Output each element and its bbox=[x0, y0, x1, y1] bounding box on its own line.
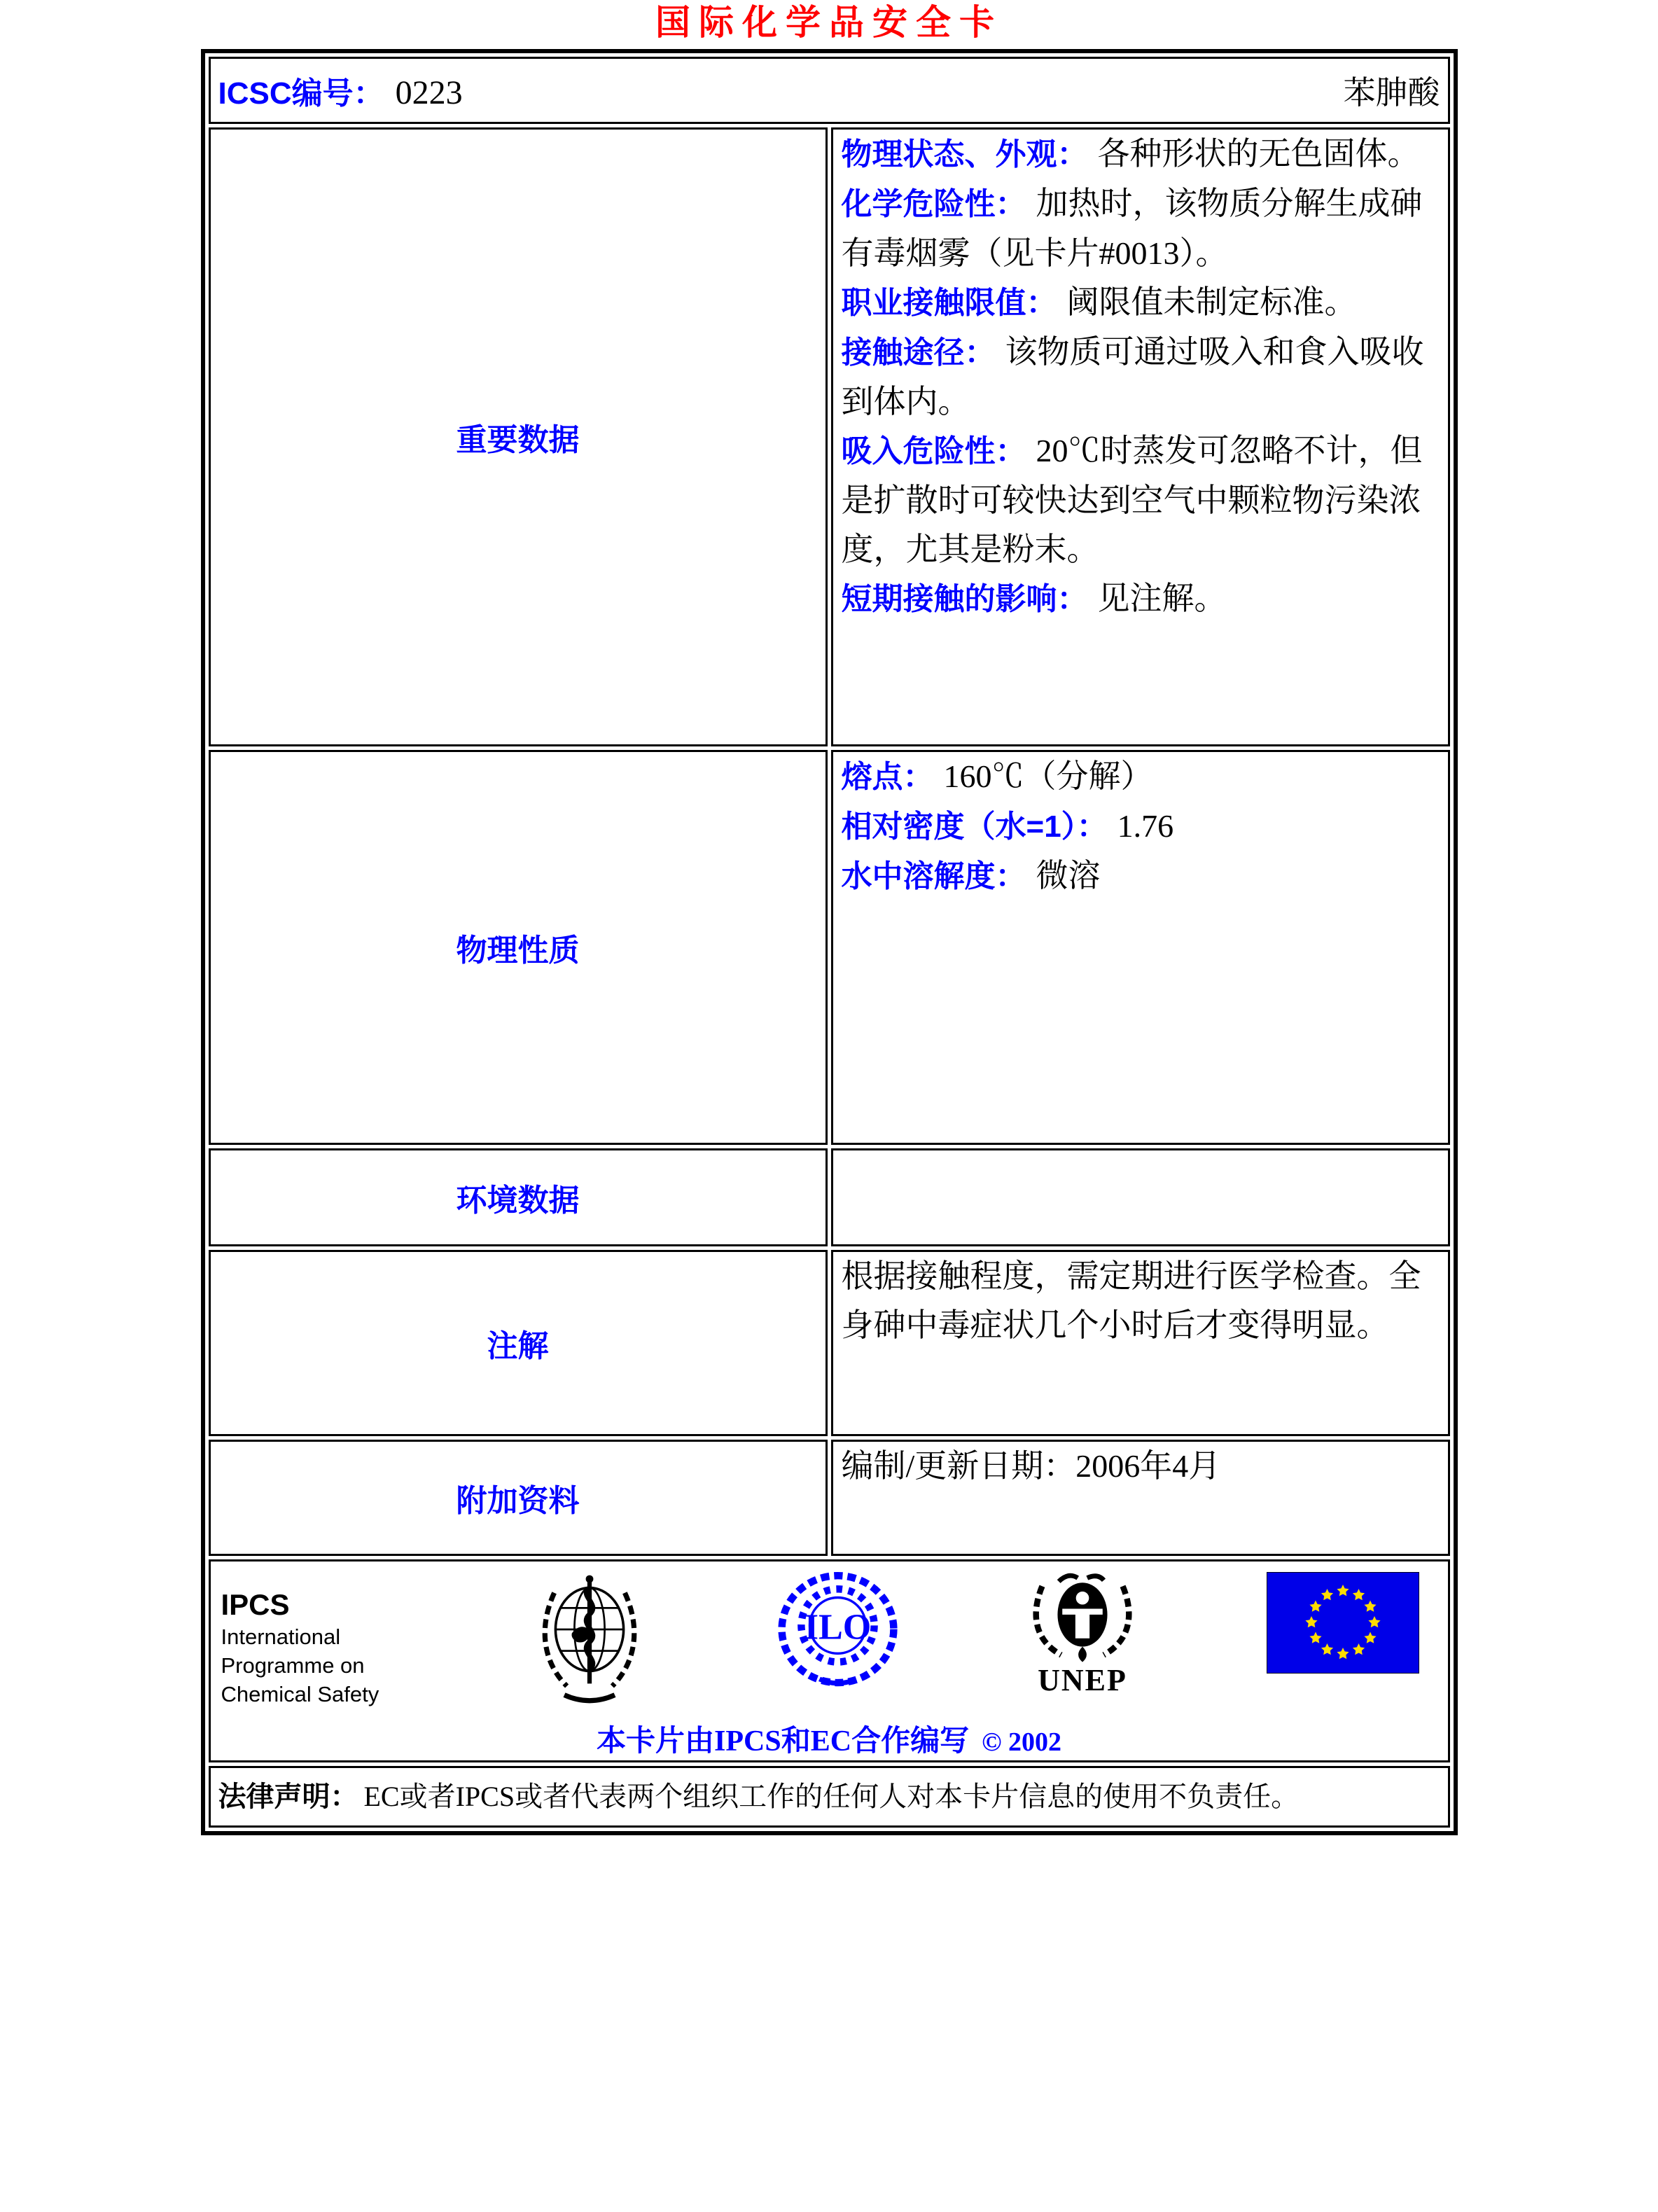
field-value: 该物质可通过吸入和食入吸收到体内。 bbox=[841, 334, 1424, 419]
cooperation-caption bbox=[211, 1718, 1447, 1760]
ipcs-line-1: International bbox=[221, 1625, 341, 1649]
legal-notice-text: EC或者IPCS或者代表两个组织工作的任何人对本卡片信息的使用不负责任。 bbox=[363, 1781, 1300, 1812]
copyright-text: © 2002 bbox=[982, 1727, 1061, 1757]
field-physical-state bbox=[842, 130, 1440, 179]
notes-row bbox=[209, 1250, 1450, 1436]
field-label: 物理状态、外观： bbox=[841, 137, 1088, 172]
important-data-content-cell bbox=[831, 127, 1450, 746]
notes-content-cell bbox=[831, 1250, 1450, 1436]
legal-row bbox=[209, 1766, 1450, 1828]
field-short-term-effects bbox=[842, 574, 1440, 624]
field-value: 各种形状的无色固体。 bbox=[1097, 136, 1420, 172]
additional-info-text: 编制/更新日期：2006年4月 bbox=[841, 1448, 1221, 1484]
physical-properties-row bbox=[209, 750, 1450, 1145]
ilo-logo-icon bbox=[776, 1572, 899, 1688]
field-inhalation-risk bbox=[842, 426, 1440, 574]
field-value: 微溶 bbox=[1036, 858, 1101, 893]
additional-info-label-cell bbox=[209, 1440, 828, 1556]
cooperation-caption-text: 本卡片由IPCS和EC合作编写 bbox=[597, 1725, 970, 1758]
icsc-number-value: 0223 bbox=[395, 74, 463, 111]
physical-properties-content-cell bbox=[831, 750, 1450, 1145]
notes-text: 根据接触程度，需定期进行医学检查。全身砷中毒症状几个小时后才变得明显。 bbox=[841, 1258, 1421, 1343]
field-label: 相对密度（水=1）： bbox=[841, 809, 1108, 844]
environmental-data-content-cell bbox=[831, 1148, 1450, 1246]
ipcs-acronym: IPCS bbox=[221, 1588, 290, 1621]
unep-logo bbox=[1022, 1572, 1143, 1697]
svg-text:ILO: ILO bbox=[804, 1607, 871, 1648]
important-data-row bbox=[209, 127, 1450, 746]
legal-cell bbox=[209, 1766, 1450, 1828]
field-label: 职业接触限值： bbox=[841, 286, 1057, 320]
field-label: 水中溶解度： bbox=[841, 859, 1026, 893]
legal-notice-label: 法律声明： bbox=[218, 1781, 358, 1812]
field-value: 1.76 bbox=[1117, 808, 1174, 844]
additional-info-row bbox=[209, 1440, 1450, 1556]
field-label: 化学危险性： bbox=[841, 187, 1026, 221]
important-data-label-cell bbox=[209, 127, 828, 746]
field-occupational-limit bbox=[842, 278, 1440, 328]
header-cell bbox=[209, 57, 1450, 124]
page-title: 国际化学品安全卡 bbox=[655, 3, 1003, 42]
icsc-card-page bbox=[0, 1, 1658, 2212]
ipcs-line-2: Programme on bbox=[221, 1653, 365, 1678]
section-label-important-data: 重要数据 bbox=[456, 423, 580, 457]
who-logo-icon bbox=[527, 1572, 653, 1712]
logos-row bbox=[209, 1559, 1450, 1762]
field-label: 接触途径： bbox=[841, 335, 996, 370]
additional-info-content-cell bbox=[831, 1440, 1450, 1556]
ipcs-line-3: Chemical Safety bbox=[221, 1682, 379, 1706]
safety-card-table bbox=[201, 49, 1458, 1835]
physical-properties-label-cell bbox=[209, 750, 828, 1145]
unep-logo-icon bbox=[1022, 1572, 1143, 1664]
chemical-name: 苯胂酸 bbox=[1343, 75, 1440, 111]
field-label: 熔点： bbox=[841, 760, 934, 794]
section-label-notes: 注解 bbox=[487, 1329, 549, 1363]
field-relative-density bbox=[842, 802, 1440, 851]
header-row bbox=[209, 57, 1450, 124]
field-value: 阈限值未制定标准。 bbox=[1066, 284, 1357, 320]
field-water-solubility bbox=[842, 851, 1440, 901]
unep-wordmark: UNEP bbox=[1038, 1663, 1127, 1697]
field-value: 见注解。 bbox=[1097, 580, 1227, 616]
field-value: 20℃时蒸发可忽略不计，但是扩散时可较快达到空气中颗粒物污染浓度，尤其是粉末。 bbox=[841, 433, 1423, 567]
environmental-data-label-cell bbox=[209, 1148, 828, 1246]
section-label-environmental-data: 环境数据 bbox=[456, 1183, 580, 1218]
eu-flag-icon bbox=[1267, 1572, 1419, 1674]
icsc-number-label: ICSC编号： bbox=[218, 76, 384, 111]
field-label: 吸入危险性： bbox=[841, 434, 1026, 468]
field-chemical-hazard bbox=[842, 179, 1440, 278]
field-exposure-routes bbox=[842, 328, 1440, 426]
field-value: 160℃（分解） bbox=[943, 758, 1153, 794]
field-label: 短期接触的影响： bbox=[841, 582, 1088, 616]
notes-label-cell bbox=[209, 1250, 828, 1436]
field-melting-point bbox=[842, 752, 1440, 802]
field-value: 加热时，该物质分解生成砷有毒烟雾（见卡片#0013）。 bbox=[841, 186, 1423, 271]
section-label-physical-properties: 物理性质 bbox=[456, 933, 580, 968]
environmental-data-row bbox=[209, 1148, 1450, 1246]
logos-cell bbox=[209, 1559, 1450, 1762]
section-label-additional-info: 附加资料 bbox=[456, 1484, 580, 1518]
ipcs-logo-text bbox=[221, 1572, 403, 1709]
